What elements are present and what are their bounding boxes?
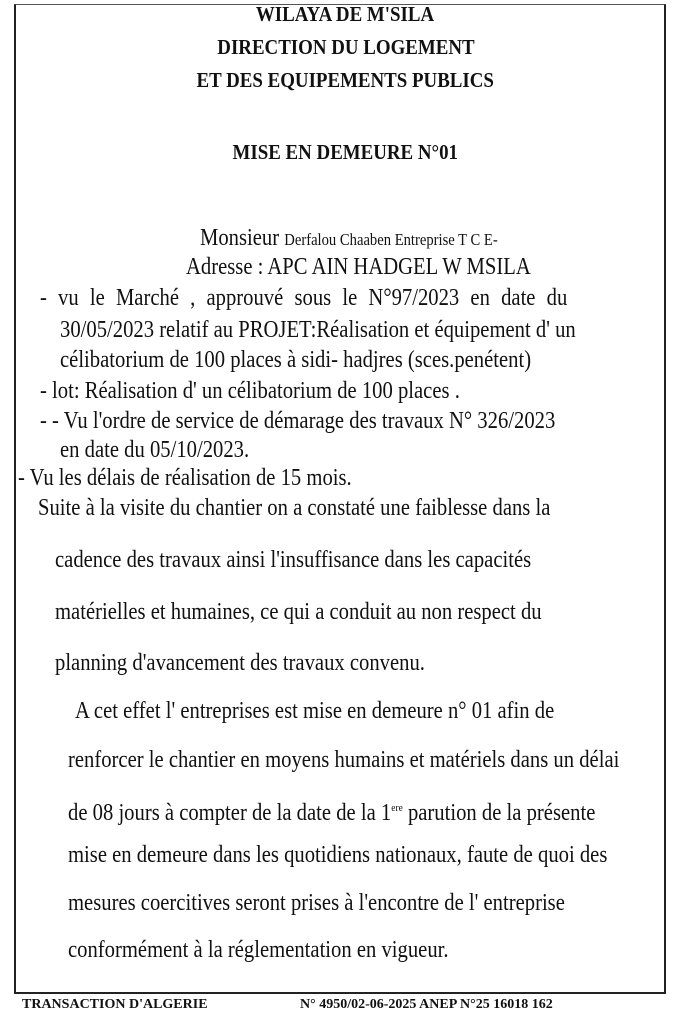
addressee-address: Adresse : APC AIN HADGEL W MSILA [186,254,531,280]
body-line: 30/05/2023 relatif au PROJET:Réalisation et équipement d' un [60,317,576,343]
footer-reference: N° 4950/02-06-2025 ANEP N°25 16018 162 [300,997,553,1012]
addressee-line: Monsieur Derfalou Chaaben Entreprise T C E- [200,225,498,251]
body-line: Suite à la visite du chantier on a constaté une faiblesse dans la [38,495,551,521]
body-line: matérielles et humaines, ce qui a conduit au non respect du [55,599,542,625]
body-line: planning d'avancement des travaux convenu. [55,650,425,676]
body-line: A cet effet l' entreprises est mise en demeure n° 01 afin de [75,698,555,724]
footer-publication: TRANSACTION D'ALGERIE [22,997,208,1012]
body-line: mesures coercitives seront prises à l'encontre de l' entreprise [68,890,565,916]
body-line: renforcer le chantier en moyens humains et matériels dans un délai [68,747,620,773]
body-line: cadence des travaux ainsi l'insuffisance dans les capacités [55,547,532,573]
body-line: - vu le Marché , approuvé sous le N°97/2023 en date du [40,285,568,311]
body-line: de 08 jours à compter de la date de la 1ere parution de la présente [68,800,596,826]
body-line: célibatorium de 100 places à sidi- hadjres (sces.penétent) [60,347,532,373]
notice-title: MISE EN DEMEURE N°01 [232,140,459,164]
body-line: - Vu les délais de réalisation de 15 mois. [18,465,352,491]
body-line: en date du 05/10/2023. [60,437,250,463]
header-equipements: ET DES EQUIPEMENTS PUBLICS [196,68,495,92]
header-wilaya: WILAYA DE M'SILA [256,2,435,26]
body-line: mise en demeure dans les quotidiens nationaux, faute de quoi des [68,842,608,868]
header-direction: DIRECTION DU LOGEMENT [216,35,475,59]
body-line: - - Vu l'ordre de service de démarage des travaux N° 326/2023 [40,408,556,434]
body-line: - lot: Réalisation d' un célibatorium de 100 places . [40,378,460,404]
body-line: conformément à la réglementation en vigueur. [68,937,449,963]
